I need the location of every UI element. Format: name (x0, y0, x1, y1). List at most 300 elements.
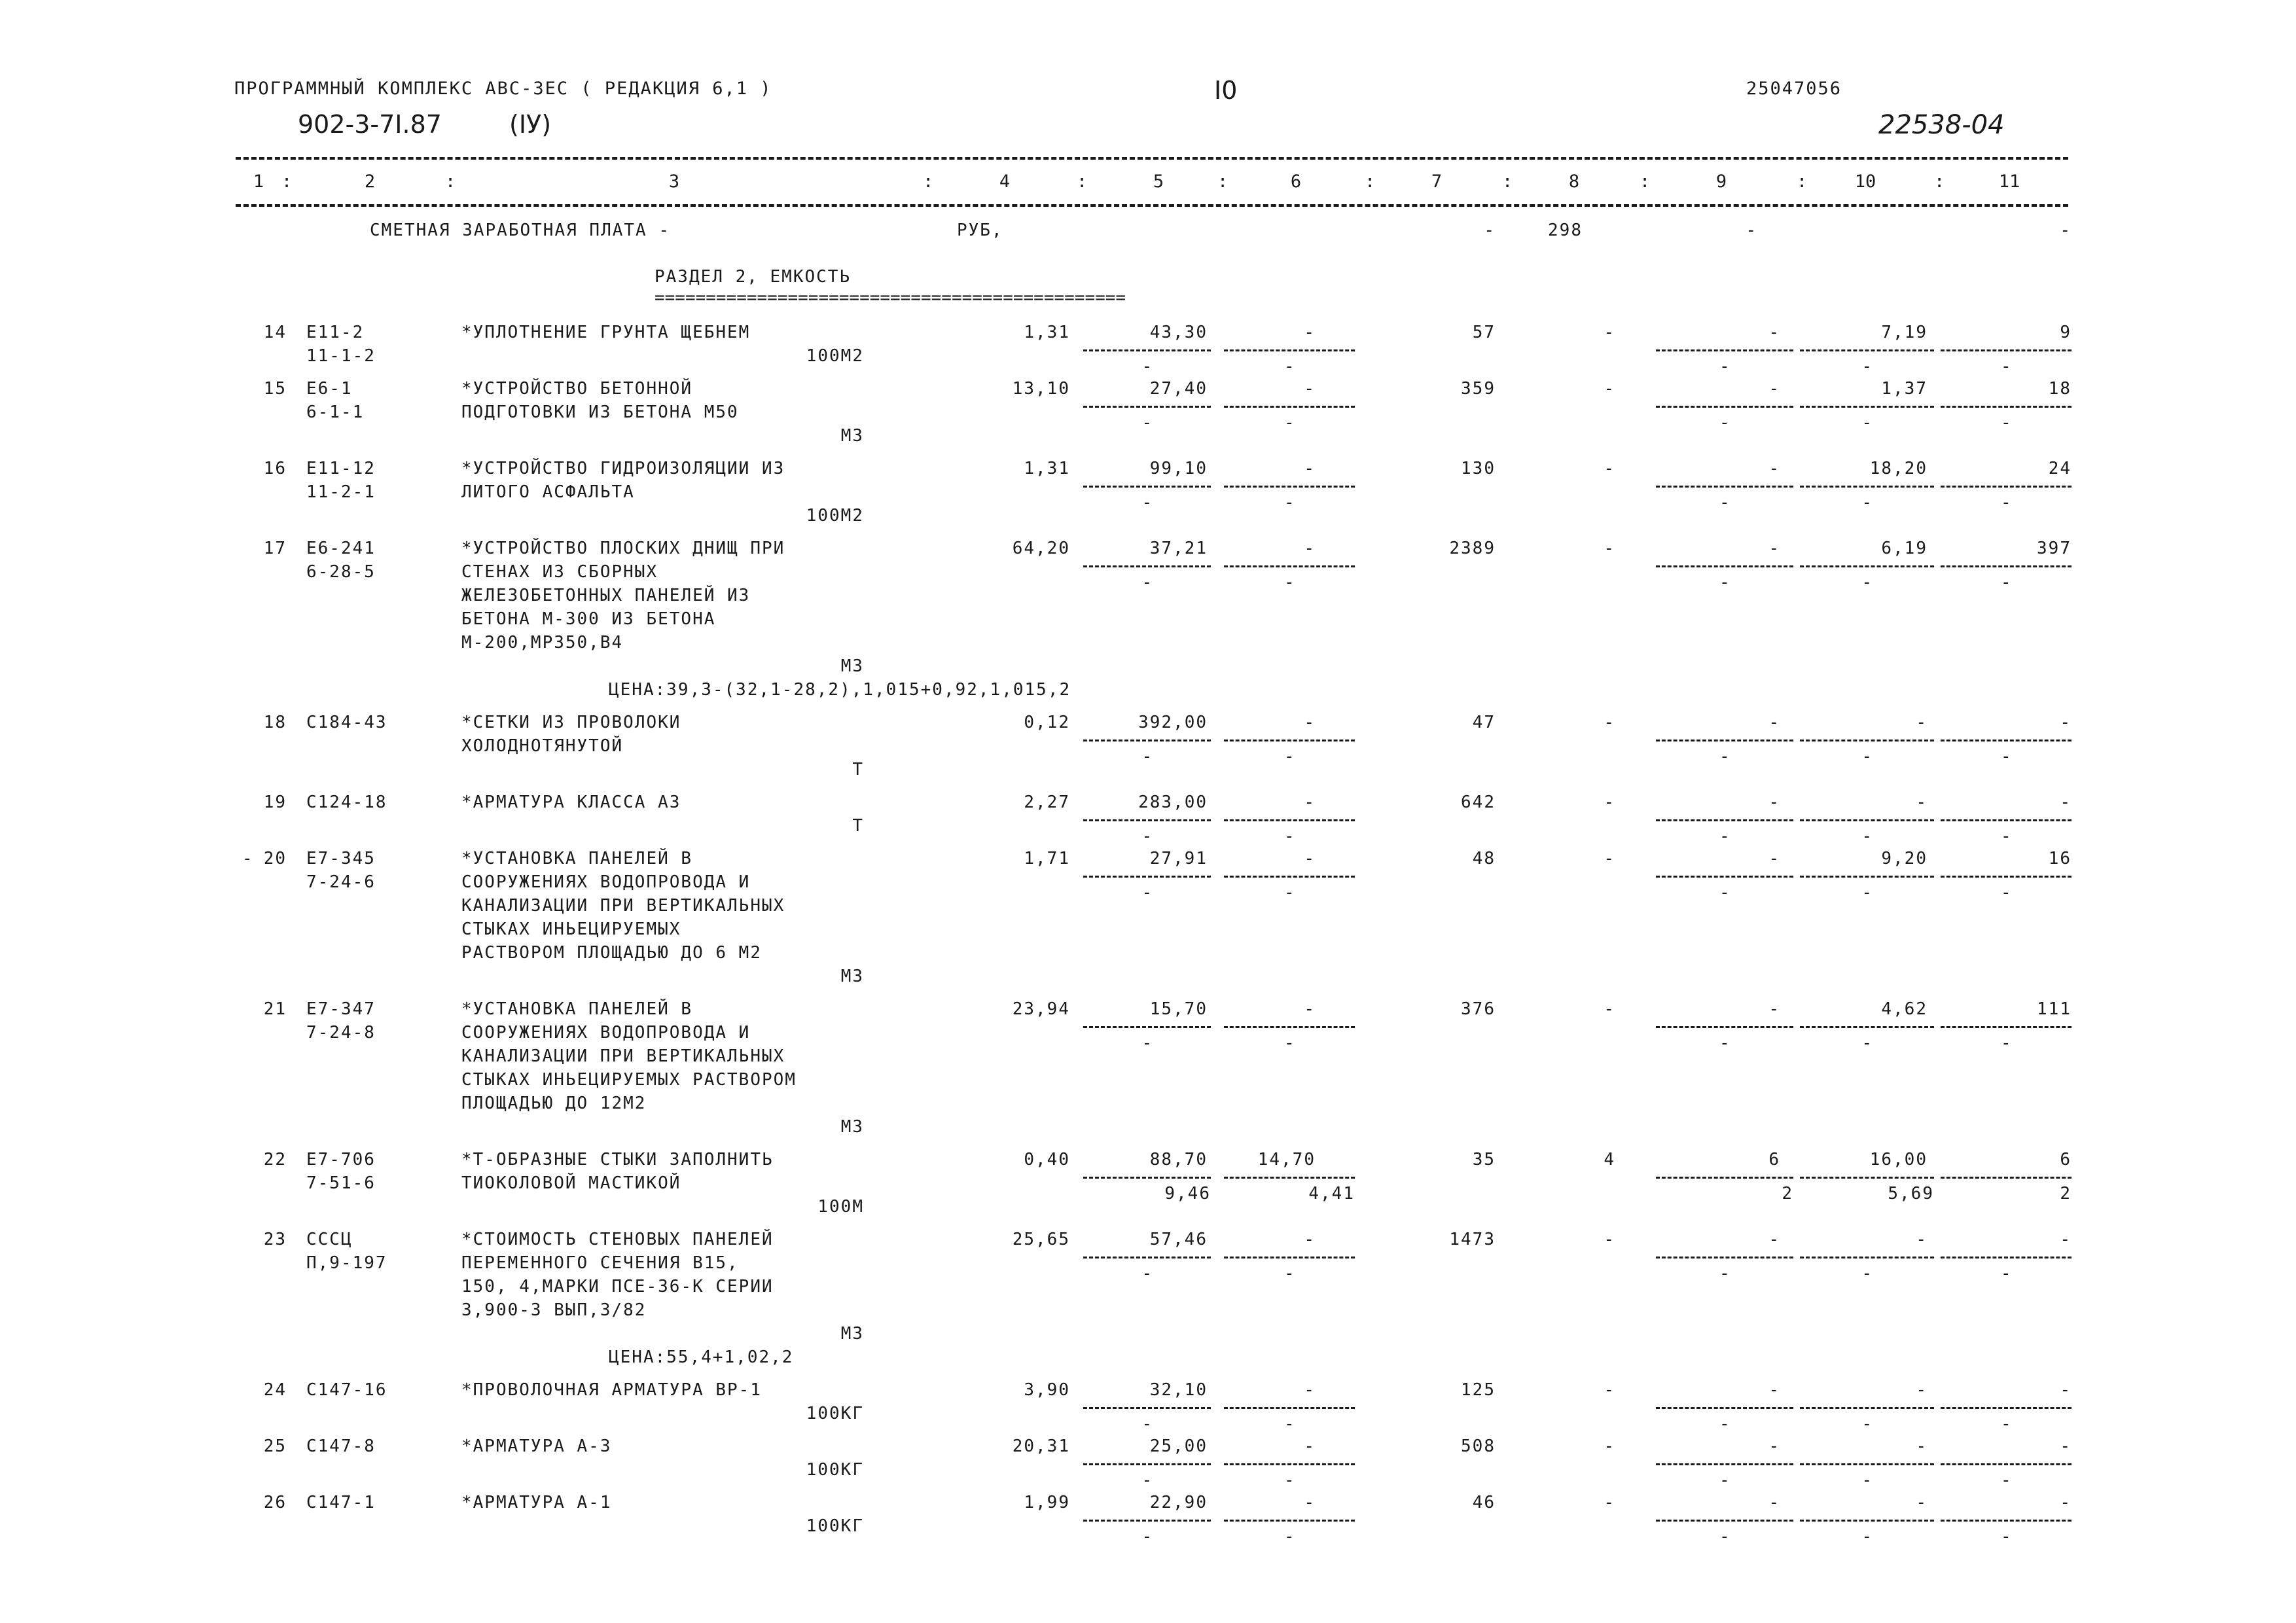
row-number: 20 (263, 849, 287, 868)
dashed-separator (1941, 1407, 2072, 1409)
cell-c7: 125 (1461, 1380, 1496, 1400)
row-unit: М3 (840, 967, 864, 986)
cell-c10: 9,20 (1881, 849, 1928, 868)
column-separator: : (281, 171, 293, 192)
subcell-c10: - (1861, 573, 1874, 592)
dashed-separator (1224, 1520, 1355, 1522)
dashed-separator (1656, 1520, 1793, 1522)
cell-c6: - (1304, 379, 1316, 399)
cell-c7: 642 (1461, 793, 1496, 812)
cell-c5: 392,00 (1138, 713, 1208, 732)
subcell-c6: - (1284, 1414, 1296, 1434)
row-code: 11-2-1 (306, 482, 376, 502)
dashed-separator (1224, 1257, 1355, 1258)
column-separator: : (1797, 171, 1808, 192)
row-code: П,9-197 (306, 1253, 387, 1273)
cell-c7: 35 (1472, 1150, 1496, 1169)
dashed-separator (1083, 1257, 1211, 1258)
subcell-c6: - (1284, 413, 1296, 433)
subcell-c5: - (1141, 883, 1154, 902)
cell-c8: - (1604, 1230, 1615, 1249)
dashed-separator (1224, 1177, 1355, 1179)
dashed-separator (1083, 1520, 1211, 1522)
row-description: КАНАЛИЗАЦИИ ПРИ ВЕРТИКАЛЬНЫХ (461, 1046, 785, 1066)
row-unit: 100КГ (806, 1516, 864, 1536)
dashed-separator (1224, 740, 1355, 741)
cell-c6: - (1304, 849, 1316, 868)
cell-c7: 2389 (1449, 539, 1496, 558)
column-separator: : (1217, 171, 1229, 192)
subcell-c10: - (1861, 357, 1874, 376)
subcell-c6: 4,41 (1308, 1184, 1355, 1204)
dashed-separator (1800, 1463, 1934, 1465)
cell-c4: 2,27 (1024, 793, 1070, 812)
row-description: РАСТВОРОМ ПЛОЩАДЬЮ ДО 6 М2 (461, 943, 762, 963)
subcell-c10: - (1861, 883, 1874, 902)
row-code: С184-43 (306, 713, 387, 732)
row-description: СТЫКАХ ИНЬЕЦИРУЕМЫХ (461, 919, 681, 939)
column-number: 2 (364, 171, 376, 192)
subcell-c9: - (1719, 1264, 1731, 1283)
cell-c8: - (1604, 379, 1615, 399)
cell-c11: 9 (2060, 323, 2072, 342)
cell-c4: 1,71 (1024, 849, 1070, 868)
subcell-c5: - (1141, 1033, 1154, 1053)
cell-c9: - (1768, 379, 1780, 399)
subcell-c11: - (2001, 357, 2013, 376)
row-description: ПОДГОТОВКИ ИЗ БЕТОНА М50 (461, 402, 739, 422)
cell-c10: - (1916, 1493, 1928, 1512)
dashed-separator (1083, 406, 1211, 408)
dashed-separator (1224, 565, 1355, 567)
doc-code: 902-3-7I.87 (298, 110, 442, 139)
cell-c11: 16 (2048, 849, 2072, 868)
section-title: РАЗДЕЛ 2, ЕМКОСТЬ (655, 267, 852, 287)
cell-c4: 1,31 (1024, 459, 1070, 478)
dashed-separator (1800, 740, 1934, 741)
row-description: БЕТОНА М-300 ИЗ БЕТОНА (461, 609, 716, 629)
cell-c8: 4 (1604, 1150, 1615, 1169)
row-description: *АРМАТУРА А-3 (461, 1436, 612, 1456)
row-description: СТЫКАХ ИНЬЕЦИРУЕМЫХ РАСТВОРОМ (461, 1070, 797, 1090)
subcell-c10: - (1861, 413, 1874, 433)
row-unit: Т (852, 816, 864, 836)
dashed-separator (1800, 1257, 1934, 1258)
subcell-c5: - (1141, 1527, 1154, 1546)
cell-c8: - (1604, 999, 1615, 1019)
row-description: ЛИТОГО АСФАЛЬТА (461, 482, 635, 502)
row-description: 150, 4,МАРКИ ПСЕ-36-К СЕРИИ (461, 1277, 774, 1296)
dashed-separator (1941, 406, 2072, 408)
row-unit: 100КГ (806, 1404, 864, 1423)
cell-c7: 359 (1461, 379, 1496, 399)
subcell-c11: - (2001, 827, 2013, 846)
subcell-c11: - (2001, 1527, 2013, 1546)
subcell-c11: - (2001, 573, 2013, 592)
cell-c11: 111 (2037, 999, 2072, 1019)
subcell-c5: - (1141, 1414, 1154, 1434)
dashed-separator (1224, 876, 1355, 878)
cell-c7: 48 (1472, 849, 1496, 868)
dashed-separator (1941, 1257, 2072, 1258)
column-number: 4 (999, 171, 1011, 192)
cell-c5: 57,46 (1149, 1230, 1208, 1249)
cell-c9: - (1768, 459, 1780, 478)
cell-c11: 24 (2048, 459, 2072, 478)
dashed-separator (1656, 406, 1793, 408)
subcell-c6: - (1284, 1527, 1296, 1546)
subcell-c6: - (1284, 883, 1296, 902)
column-number: 11 (1998, 171, 2020, 192)
subcell-c10: - (1861, 1414, 1874, 1434)
row-description: *УПЛОТНЕНИЕ ГРУНТА ЩЕБНЕМ (461, 323, 751, 342)
row-unit: 100М2 (806, 506, 864, 526)
column-number: 9 (1715, 171, 1727, 192)
cell-c5: 99,10 (1149, 459, 1208, 478)
subcell-c9: - (1719, 1033, 1731, 1053)
cell-c4: 64,20 (1012, 539, 1070, 558)
row-unit: Т (852, 760, 864, 779)
row-description: СТЕНАХ ИЗ СБОРНЫХ (461, 562, 658, 582)
dashed-separator (1224, 819, 1355, 821)
subcell-c6: - (1284, 1033, 1296, 1053)
row-code: С147-8 (306, 1436, 376, 1456)
cell-c8: - (1604, 1380, 1615, 1400)
row-unit: М3 (840, 1117, 864, 1137)
row-unit: 100М (817, 1197, 864, 1217)
row-unit: М3 (840, 426, 864, 446)
cell-c10: 4,62 (1881, 999, 1928, 1019)
row-code: 6-1-1 (306, 402, 365, 422)
subcell-c6: - (1284, 1264, 1296, 1283)
column-separator: : (1934, 171, 1945, 192)
row-number-prefix: - (242, 849, 254, 868)
row-price-note: ЦЕНА:39,3-(32,1-28,2),1,015+0,92,1,015,2 (609, 680, 1071, 700)
dashed-separator (1800, 1026, 1934, 1028)
subcell-c5: - (1141, 493, 1154, 512)
row-description: 3,900-3 ВЫП,3/82 (461, 1300, 647, 1320)
subcell-c10: 5,69 (1888, 1184, 1934, 1204)
cell-c5: 37,21 (1149, 539, 1208, 558)
cell-c9: - (1768, 793, 1780, 812)
subcell-c9: - (1719, 413, 1731, 433)
dashed-separator (1083, 486, 1211, 488)
dashed-separator (1224, 406, 1355, 408)
cell-c6: 14,70 (1257, 1150, 1316, 1169)
column-number: 8 (1568, 171, 1580, 192)
wages-c8: 298 (1548, 221, 1583, 240)
cell-c10: - (1916, 1230, 1928, 1249)
cell-c4: 0,12 (1024, 713, 1070, 732)
subcell-c5: - (1141, 747, 1154, 766)
row-price-note: ЦЕНА:55,4+1,02,2 (609, 1347, 794, 1367)
cell-c5: 32,10 (1149, 1380, 1208, 1400)
row-number: 26 (263, 1493, 287, 1512)
row-number: 17 (263, 539, 287, 558)
cell-c8: - (1604, 793, 1615, 812)
row-code: 11-1-2 (306, 346, 376, 366)
dashed-separator (1656, 1177, 1793, 1179)
row-description: *УСТАНОВКА ПАНЕЛЕЙ В (461, 999, 693, 1019)
column-separator: : (1077, 171, 1088, 192)
stamp-number: 25047056 (1746, 79, 1842, 99)
row-code: Е7-347 (306, 999, 376, 1019)
subcell-c5: - (1141, 573, 1154, 592)
row-description: *Т-ОБРАЗНЫЕ СТЫКИ ЗАПОЛНИТЬ (461, 1150, 774, 1169)
subcell-c11: - (2001, 1471, 2013, 1490)
dashed-separator (1083, 1463, 1211, 1465)
dashed-separator (1083, 1407, 1211, 1409)
dashed-separator (1941, 349, 2072, 351)
cell-c6: - (1304, 713, 1316, 732)
subcell-c5: - (1141, 1471, 1154, 1490)
cell-c4: 20,31 (1012, 1436, 1070, 1456)
dashed-separator (1224, 349, 1355, 351)
row-number: 25 (263, 1436, 287, 1456)
row-description: ПЕРЕМЕННОГО СЕЧЕНИЯ В15, (461, 1253, 739, 1273)
cell-c9: - (1768, 1380, 1780, 1400)
row-description: ТИОКОЛОВОЙ МАСТИКОЙ (461, 1173, 681, 1193)
dashed-separator (1800, 819, 1934, 821)
cell-c5: 43,30 (1149, 323, 1208, 342)
column-header-rule (236, 204, 2068, 207)
dashed-separator (1656, 349, 1793, 351)
row-number: 22 (263, 1150, 287, 1169)
wages-label: СМЕТНАЯ ЗАРАБОТНАЯ ПЛАТА - (370, 221, 670, 240)
cell-c10: - (1916, 1436, 1928, 1456)
cell-c6: - (1304, 1380, 1316, 1400)
dashed-separator (1941, 1520, 2072, 1522)
subcell-c6: - (1284, 493, 1296, 512)
dashed-separator (1800, 876, 1934, 878)
cell-c6: - (1304, 1436, 1316, 1456)
row-code: Е11-2 (306, 323, 365, 342)
subcell-c10: - (1861, 1264, 1874, 1283)
cell-c9: 6 (1768, 1150, 1780, 1169)
row-code: 7-51-6 (306, 1173, 376, 1193)
cell-c4: 3,90 (1024, 1380, 1070, 1400)
cell-c10: 6,19 (1881, 539, 1928, 558)
row-unit: М3 (840, 1324, 864, 1344)
row-code: 6-28-5 (306, 562, 376, 582)
subcell-c9: - (1719, 493, 1731, 512)
page-number: I0 (1214, 76, 1238, 105)
row-number: 24 (263, 1380, 287, 1400)
dashed-separator (1941, 876, 2072, 878)
doc-suffix: (IУ) (509, 110, 552, 139)
cell-c5: 283,00 (1138, 793, 1208, 812)
dashed-separator (1224, 1463, 1355, 1465)
dashed-separator (1941, 565, 2072, 567)
subcell-c9: 2 (1782, 1184, 1793, 1204)
row-number: 19 (263, 793, 287, 812)
subcell-c6: - (1284, 747, 1296, 766)
row-number: 23 (263, 1230, 287, 1249)
cell-c8: - (1604, 1493, 1615, 1512)
dashed-separator (1656, 1257, 1793, 1258)
cell-c6: - (1304, 999, 1316, 1019)
cell-c9: - (1768, 849, 1780, 868)
subcell-c10: - (1861, 1471, 1874, 1490)
cell-c8: - (1604, 849, 1615, 868)
row-description: *АРМАТУРА А-1 (461, 1493, 612, 1512)
dashed-separator (1656, 876, 1793, 878)
row-description: *СТОИМОСТЬ СТЕНОВЫХ ПАНЕЛЕЙ (461, 1230, 774, 1249)
dashed-separator (1083, 1026, 1211, 1028)
cell-c4: 23,94 (1012, 999, 1070, 1019)
wages-c11: - (2060, 221, 2072, 240)
subcell-c11: 2 (2060, 1184, 2072, 1204)
cell-c7: 130 (1461, 459, 1496, 478)
cell-c7: 1473 (1449, 1230, 1496, 1249)
subcell-c11: - (2001, 1264, 2013, 1283)
column-separator: : (1640, 171, 1651, 192)
subcell-c6: - (1284, 1471, 1296, 1490)
dashed-separator (1083, 1177, 1211, 1179)
cell-c7: 46 (1472, 1493, 1496, 1512)
dashed-separator (1224, 1026, 1355, 1028)
cell-c10: 1,37 (1881, 379, 1928, 399)
subcell-c5: 9,46 (1164, 1184, 1211, 1204)
cell-c11: - (2060, 1380, 2072, 1400)
subcell-c9: - (1719, 883, 1731, 902)
subcell-c10: - (1861, 1527, 1874, 1546)
dashed-separator (1800, 406, 1934, 408)
cell-c9: - (1768, 1436, 1780, 1456)
row-description: ПЛОЩАДЬЮ ДО 12М2 (461, 1094, 647, 1113)
cell-c8: - (1604, 539, 1615, 558)
dashed-separator (1800, 349, 1934, 351)
row-description: *УСТРОЙСТВО ПЛОСКИХ ДНИЩ ПРИ (461, 539, 785, 558)
wages-c9: - (1746, 221, 1757, 240)
row-description: *УСТРОЙСТВО БЕТОННОЙ (461, 379, 693, 399)
row-number: 15 (263, 379, 287, 399)
cell-c4: 13,10 (1012, 379, 1070, 399)
cell-c11: - (2060, 793, 2072, 812)
top-rule (236, 157, 2068, 160)
dashed-separator (1800, 1520, 1934, 1522)
cell-c4: 1,31 (1024, 323, 1070, 342)
row-code: 7-24-6 (306, 872, 376, 892)
cell-c8: - (1604, 713, 1615, 732)
subcell-c9: - (1719, 827, 1731, 846)
row-code: Е11-12 (306, 459, 376, 478)
row-code: Е7-706 (306, 1150, 376, 1169)
cell-c6: - (1304, 459, 1316, 478)
dashed-separator (1224, 1407, 1355, 1409)
cell-c11: 6 (2060, 1150, 2072, 1169)
cell-c9: - (1768, 323, 1780, 342)
row-code: Е6-1 (306, 379, 353, 399)
subcell-c11: - (2001, 413, 2013, 433)
row-code: С147-1 (306, 1493, 376, 1512)
dashed-separator (1941, 1463, 2072, 1465)
row-description: М-200,МРЗ50,В4 (461, 633, 624, 652)
column-separator: : (923, 171, 934, 192)
dashed-separator (1224, 486, 1355, 488)
cell-c11: 397 (2037, 539, 2072, 558)
cell-c6: - (1304, 1493, 1316, 1512)
dashed-separator (1083, 565, 1211, 567)
cell-c4: 0,40 (1024, 1150, 1070, 1169)
row-number: 21 (263, 999, 287, 1019)
dashed-separator (1083, 876, 1211, 878)
cell-c10: - (1916, 1380, 1928, 1400)
subcell-c10: - (1861, 827, 1874, 846)
dashed-separator (1656, 1026, 1793, 1028)
row-description: *СЕТКИ ИЗ ПРОВОЛОКИ (461, 713, 681, 732)
cell-c4: 1,99 (1024, 1493, 1070, 1512)
column-number: 5 (1153, 171, 1164, 192)
row-code: Е6-241 (306, 539, 376, 558)
row-code: 7-24-8 (306, 1023, 376, 1043)
column-separator: : (445, 171, 456, 192)
cell-c10: 16,00 (1869, 1150, 1928, 1169)
subcell-c5: - (1141, 357, 1154, 376)
dashed-separator (1083, 819, 1211, 821)
row-description: СООРУЖЕНИЯХ ВОДОПРОВОДА И (461, 872, 751, 892)
subcell-c9: - (1719, 573, 1731, 592)
subcell-c6: - (1284, 357, 1296, 376)
cell-c4: 25,65 (1012, 1230, 1070, 1249)
dashed-separator (1800, 1407, 1934, 1409)
row-description: *УСТРОЙСТВО ГИДРОИЗОЛЯЦИИ ИЗ (461, 459, 785, 478)
subcell-c10: - (1861, 747, 1874, 766)
dashed-separator (1656, 486, 1793, 488)
row-description: *ПРОВОЛОЧНАЯ АРМАТУРА ВР-1 (461, 1380, 762, 1400)
row-unit: М3 (840, 656, 864, 676)
column-separator: : (1365, 171, 1376, 192)
dashed-separator (1656, 565, 1793, 567)
subcell-c11: - (2001, 1033, 2013, 1053)
cell-c11: - (2060, 1230, 2072, 1249)
cell-c10: 7,19 (1881, 323, 1928, 342)
subcell-c11: - (2001, 493, 2013, 512)
dashed-separator (1941, 1026, 2072, 1028)
cell-c5: 15,70 (1149, 999, 1208, 1019)
row-number: 16 (263, 459, 287, 478)
dashed-separator (1941, 1177, 2072, 1179)
subcell-c9: - (1719, 1527, 1731, 1546)
cell-c6: - (1304, 793, 1316, 812)
subcell-c5: - (1141, 1264, 1154, 1283)
column-number: 3 (668, 171, 680, 192)
cell-c9: - (1768, 713, 1780, 732)
cell-c8: - (1604, 459, 1615, 478)
dashed-separator (1656, 740, 1793, 741)
column-separator: : (1502, 171, 1513, 192)
cell-c11: - (2060, 1436, 2072, 1456)
cell-c6: - (1304, 539, 1316, 558)
row-unit: 100М2 (806, 346, 864, 366)
column-number: 1 (253, 171, 264, 192)
dashed-separator (1656, 1463, 1793, 1465)
subcell-c9: - (1719, 1414, 1731, 1434)
cell-c7: 508 (1461, 1436, 1496, 1456)
row-code: СССЦ (306, 1230, 353, 1249)
subcell-c11: - (2001, 883, 2013, 902)
row-description: КАНАЛИЗАЦИИ ПРИ ВЕРТИКАЛЬНЫХ (461, 896, 785, 916)
dashed-separator (1800, 565, 1934, 567)
cell-c6: - (1304, 1230, 1316, 1249)
section-underline: ============================================== (655, 288, 1126, 308)
cell-c6: - (1304, 323, 1316, 342)
cell-c8: - (1604, 1436, 1615, 1456)
row-description: *УСТАНОВКА ПАНЕЛЕЙ В (461, 849, 693, 868)
subcell-c11: - (2001, 1414, 2013, 1434)
row-code: С147-16 (306, 1380, 387, 1400)
dashed-separator (1941, 819, 2072, 821)
